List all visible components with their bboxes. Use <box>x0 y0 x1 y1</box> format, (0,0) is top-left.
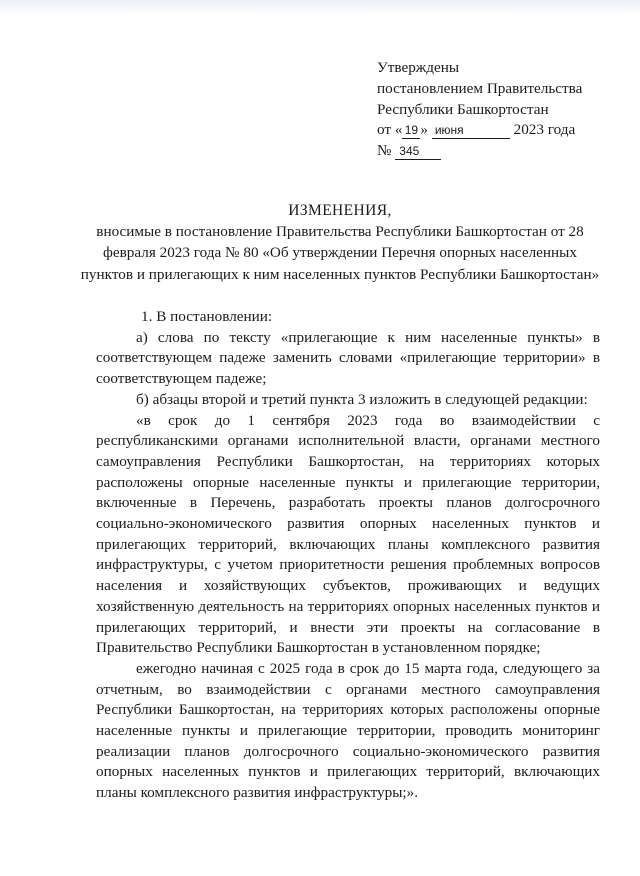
number-prefix: № <box>377 142 392 160</box>
document-heading: ИЗМЕНЕНИЯ, <box>288 202 392 219</box>
paragraph-3: б) абзацы второй и третий пункта 3 изложить в следующей редакции: <box>136 390 588 408</box>
approval-line-3: Республики Башкортостан <box>377 100 549 118</box>
date-year: 2023 года <box>513 121 576 139</box>
date-mid: » <box>420 121 429 139</box>
scan-edge-shade <box>0 0 640 14</box>
date-day: 19 <box>402 123 420 139</box>
document-body <box>96 307 600 804</box>
approval-line-2: постановлением Правительства <box>377 79 583 97</box>
paragraph-5: ежегодно начиная с 2025 года в срок до 15 марта года, следующего за отчетным, во взаимодействии с органами местного самоуправления Республики Башкортостан, на территориях которых расположены опорные населенные пункты и прилегающие территории, проводить мониторинг реализации планов долгосрочного социально-экономического развития опорных населенных пунктов и прилегающих территорий, включающих планы комплексного развития инфраструктуры;». <box>96 659 600 802</box>
paragraph-1: 1. В постановлении: <box>141 308 273 325</box>
paragraph-2: а) слова по тексту «прилегающие к ним населенные пункты» в соответствующем падеже заменить словами «прилегающие территории» в соответствующем падеже; <box>96 328 600 388</box>
approval-number-line <box>377 141 617 162</box>
document-subtitle: вносимые в постановление Правительства Республики Башкортостан от 28 февраля 2023 года № 80 «Об утверждении Перечня опорных населенных пунктов и прилегающих к ним населенных пунктов Республики Башкортостан» <box>80 223 600 283</box>
document-title-block <box>80 200 600 285</box>
approval-stamp-block <box>377 58 617 162</box>
date-prefix: от « <box>377 121 403 139</box>
paragraph-4: «в срок до 1 сентября 2023 года во взаимодействии с республиканскими органами исполнительной власти, органами местного самоуправления Республики Башкортостан, на территориях которых расположены опорные населенные пункты и прилегающие территории, включенные в Перечень, разработать проекты планов долгосрочного социально-экономического развития опорных населенных пунктов и прилегающих территорий, включающих планы комплексного развития инфраструктуры, с учетом приоритетности решения проблемных вопросов населения и хозяйствующих субъектов, проживающих и ведущих хозяйственную деятельность на территориях опорных населенных пунктов и прилегающих территорий, и внести эти проекты на согласование в Правительство Республики Башкортостан в установленном порядке; <box>96 411 600 657</box>
approval-date-line <box>377 120 617 141</box>
document-number: 345 <box>395 144 441 160</box>
date-month: июня <box>432 123 510 139</box>
approval-line-1: Утверждены <box>377 59 460 76</box>
